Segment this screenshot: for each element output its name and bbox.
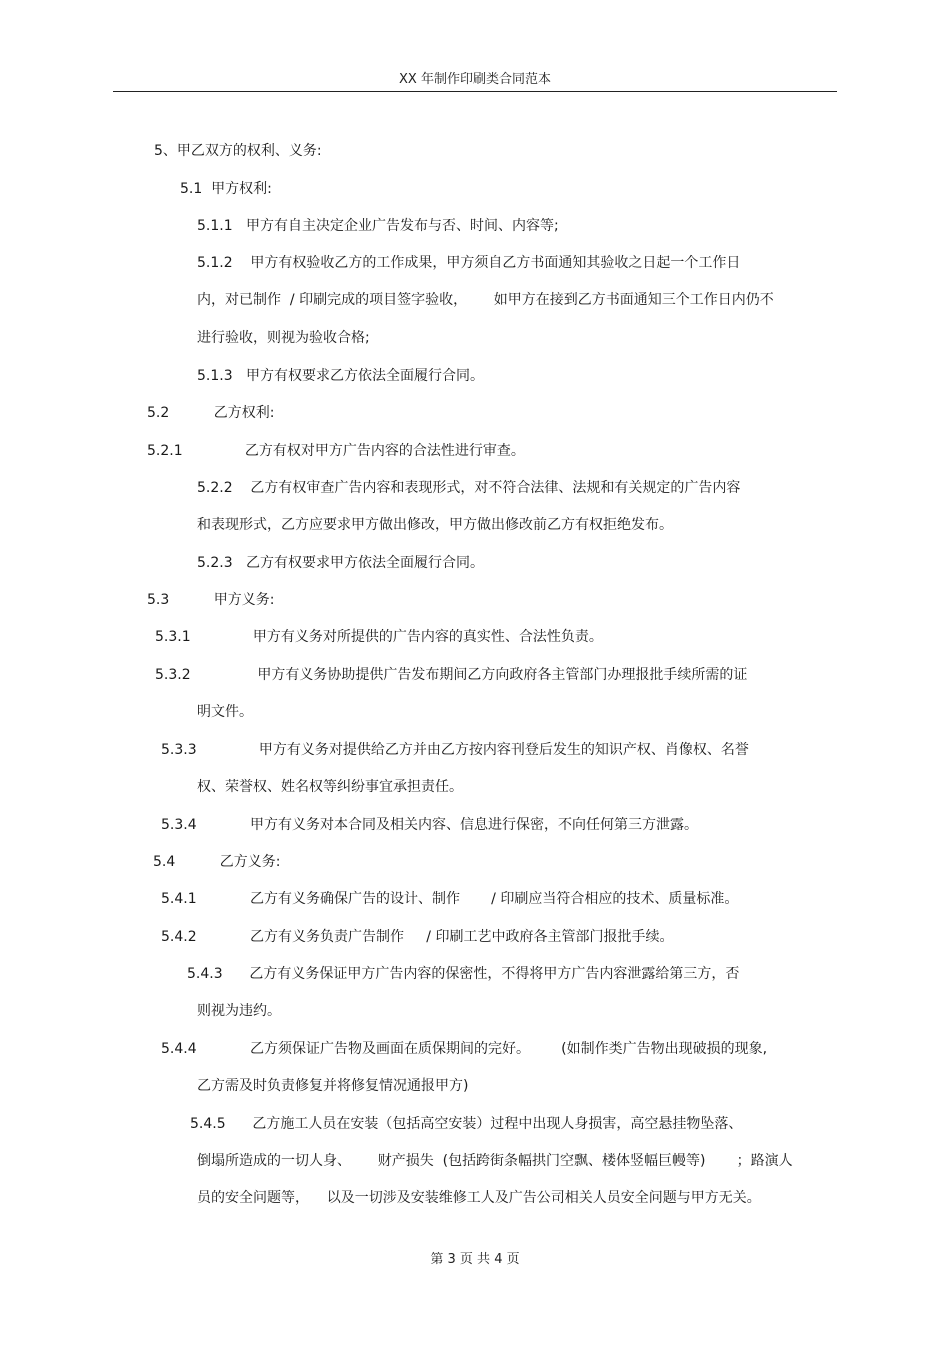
clause-line: 5.4.3 乙方有义务保证甲方广告内容的保密性，不得将甲方广告内容泄露给第三方，否 [187,966,740,982]
clause-line: 则视为违约。 [197,1003,281,1019]
subsection-heading: 5.2 乙方权利: [147,405,275,421]
clause-line: 权、荣誉权、姓名权等纠纷事宜承担责任。 [197,779,463,795]
clause-line: 明文件。 [197,704,253,720]
clause-line: 5.4.5 乙方施工人员在安装（包括高空安装）过程中出现人身损害，高空悬挂物坠落、 [190,1116,743,1132]
clause-line: 5.1.1 甲方有自主决定企业广告发布与否、时间、内容等; [197,218,559,234]
clause-line: 5.3.2 甲方有义务协助提供广告发布期间乙方向政府各主管部门办理报批手续所需的证 [155,667,748,683]
header-divider [113,91,837,92]
clause-line: 5.3.1 甲方有义务对所提供的广告内容的真实性、合法性负责。 [155,629,603,645]
clause-line: 5.3.3 甲方有义务对提供给乙方并由乙方按内容刊登后发生的知识产权、肖像权、名誉 [161,742,749,758]
clause-line: 5.2.2 乙方有权审查广告内容和表现形式，对不符合法律、法规和有关规定的广告内容 [197,480,741,496]
clause-line: 5.2.1 乙方有权对甲方广告内容的合法性进行审查。 [147,443,525,459]
clause-line: 5.2.3 乙方有权要求甲方依法全面履行合同。 [197,555,484,571]
page-header-title: XX 年制作印刷类合同范本 [399,72,551,87]
clause-line: 倒塌所造成的一切人身、 财产损失 (包括跨街条幅拱门空飘、楼体竖幅巨幔等) ；路演人 [197,1153,793,1169]
subsection-heading: 5.1 甲方权利: [180,181,272,197]
clause-line: 5.3.4 甲方有义务对本合同及相关内容、信息进行保密，不向任何第三方泄露。 [161,817,699,833]
clause-line: 员的安全问题等， 以及一切涉及安装维修工人及广告公司相关人员安全问题与甲方无关。 [197,1190,761,1206]
clause-line: 乙方需及时负责修复并将修复情况通报甲方) [197,1078,469,1094]
subsection-heading: 5.3 甲方义务: [147,592,275,608]
clause-line: 5.4.1 乙方有义务确保广告的设计、制作 / 印刷应当符合相应的技术、质量标准。 [161,891,739,907]
clause-line: 5.1.2 甲方有权验收乙方的工作成果，甲方须自乙方书面通知其验收之日起一个工作日 [197,255,741,271]
clause-line: 和表现形式，乙方应要求甲方做出修改，甲方做出修改前乙方有权拒绝发布。 [197,517,673,533]
clause-line: 5.1.3 甲方有权要求乙方依法全面履行合同。 [197,368,484,384]
clause-line: 5.4.4 乙方须保证广告物及画面在质保期间的完好。 (如制作类广告物出现破损的现象, [161,1041,768,1057]
clause-line: 5.4.2 乙方有义务负责广告制作 / 印刷工艺中政府各主管部门报批手续。 [161,929,674,945]
section-heading: 5、甲乙双方的权利、义务: [154,143,322,159]
clause-line: 进行验收，则视为验收合格; [197,330,370,346]
page-footer: 第 3 页 共 4 页 [430,1252,520,1267]
subsection-heading: 5.4 乙方义务: [153,854,281,870]
clause-line: 内，对已制作 / 印刷完成的项目签字验收， 如甲方在接到乙方书面通知三个工作日内仍不 [197,292,774,308]
